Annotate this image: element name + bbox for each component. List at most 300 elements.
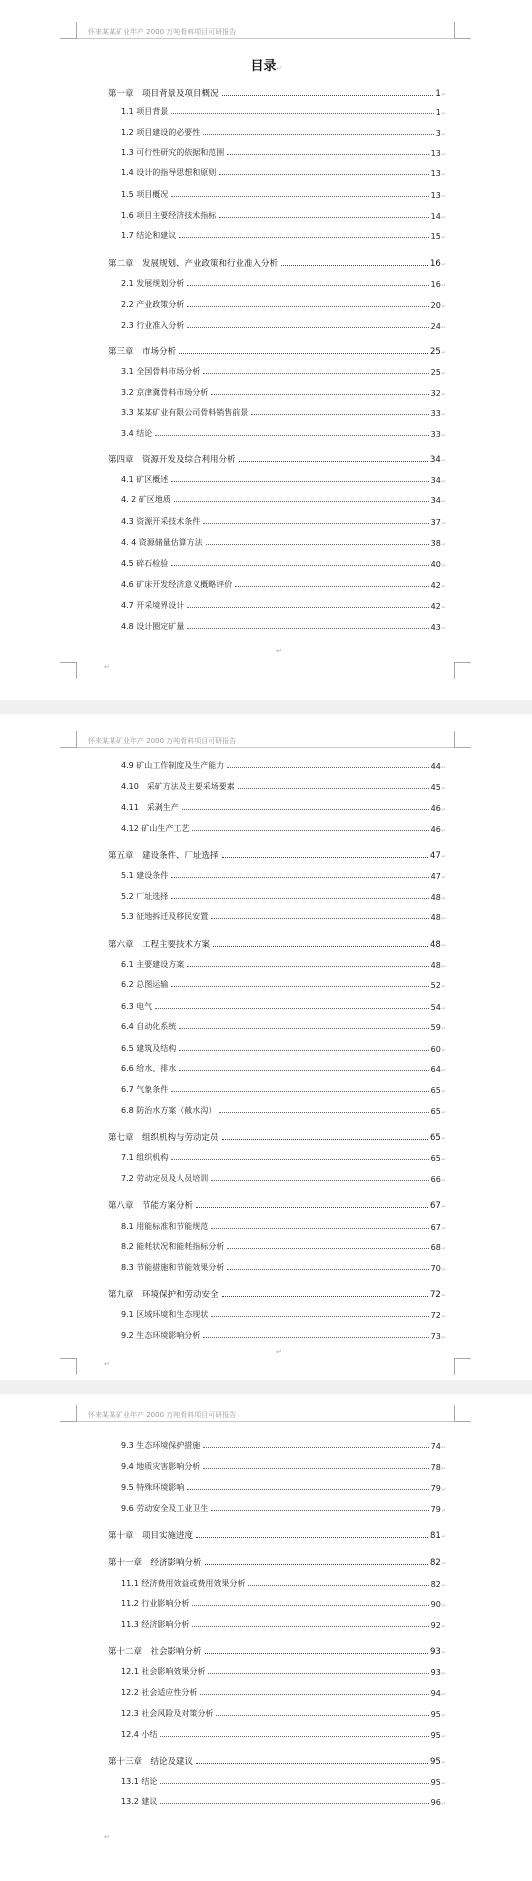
toc-entry-label: 第九章 环境保护和劳动安全 bbox=[108, 1290, 219, 1300]
dot-leader bbox=[235, 586, 428, 587]
dot-leader bbox=[182, 809, 429, 810]
toc-section-entry[interactable] bbox=[121, 976, 446, 990]
toc-entry-label: 4.12 矿山生产工艺 bbox=[121, 824, 190, 833]
toc-entry-label: 1.5 项目概况 bbox=[121, 190, 169, 199]
toc-page-number: 45 ↵ bbox=[431, 783, 446, 792]
toc-entry-label: 4.5 碎石检验 bbox=[121, 559, 169, 568]
toc-page-number: 54 ↵ bbox=[431, 1003, 446, 1012]
toc-page-number: 44 ↵ bbox=[431, 762, 446, 771]
toc-chapter-entry[interactable] bbox=[108, 1554, 446, 1568]
toc-section-entry[interactable] bbox=[121, 576, 446, 590]
toc-section-entry[interactable] bbox=[121, 555, 446, 569]
toc-page-number: 92 ↵ bbox=[431, 1621, 446, 1630]
dot-leader bbox=[179, 237, 428, 238]
toc-page-number: 82 ↵ bbox=[431, 1580, 446, 1589]
dot-leader bbox=[222, 857, 428, 858]
toc-entry-label: 8.2 能耗状况和能耗指标分析 bbox=[121, 1242, 225, 1251]
toc-page-number: 81 ↵ bbox=[430, 1531, 446, 1541]
toc-chapter-entry[interactable] bbox=[108, 1286, 446, 1300]
toc-entry-label: 11.1 经济费用效益或费用效果分析 bbox=[121, 1579, 246, 1588]
toc-section-entry[interactable] bbox=[121, 1018, 446, 1032]
toc-section-entry[interactable] bbox=[121, 1479, 446, 1493]
toc-entry-label: 1.4 设计的指导思想和原则 bbox=[121, 168, 217, 177]
toc-section-entry[interactable] bbox=[121, 1705, 446, 1719]
paragraph-mark: ↵ bbox=[104, 1360, 110, 1368]
margin-corner-mark bbox=[60, 731, 77, 748]
dot-leader bbox=[171, 1159, 428, 1160]
dot-leader bbox=[192, 830, 428, 831]
toc-entry-label: 4.8 设计圈定矿量 bbox=[121, 622, 185, 631]
dot-leader bbox=[281, 265, 428, 266]
toc-page-number: 16 ↵ bbox=[430, 259, 446, 269]
page-gap bbox=[0, 1380, 532, 1394]
toc-entry-label: 4.7 开采境界设计 bbox=[121, 601, 185, 610]
dot-leader bbox=[160, 1783, 428, 1784]
toc-section-entry[interactable] bbox=[121, 1040, 446, 1054]
toc-page-number: 14 ↵ bbox=[431, 212, 446, 221]
toc-section-entry[interactable] bbox=[121, 207, 446, 221]
toc-section-entry[interactable] bbox=[121, 1081, 446, 1095]
toc-page-number: 65 ↵ bbox=[431, 1086, 446, 1095]
toc-chapter-entry[interactable] bbox=[108, 343, 446, 357]
toc-page-number: 95 ↵ bbox=[431, 1710, 446, 1719]
margin-corner-mark bbox=[60, 662, 77, 679]
dot-leader bbox=[219, 1112, 428, 1113]
header-rule bbox=[76, 747, 454, 748]
toc-page-number: 33 ↵ bbox=[431, 409, 446, 418]
dot-leader bbox=[211, 1228, 428, 1229]
dot-leader bbox=[187, 327, 428, 328]
toc-section-entry[interactable] bbox=[121, 317, 446, 331]
toc-page-number: 95 ↵ bbox=[431, 1778, 446, 1787]
toc-section-entry[interactable] bbox=[121, 1726, 446, 1740]
toc-page-number: 95 ↵ bbox=[430, 1757, 446, 1767]
toc-entry-label: 2.3 行业准入分析 bbox=[121, 321, 185, 330]
toc-page-number: 34 ↵ bbox=[430, 455, 446, 465]
dot-leader bbox=[208, 1673, 428, 1674]
toc-entry-label: 7.1 组织机构 bbox=[121, 1153, 169, 1162]
toc-entry-label: 12.3 社会风险及对策分析 bbox=[121, 1709, 214, 1718]
margin-corner-mark bbox=[454, 731, 471, 748]
dot-leader bbox=[155, 1008, 428, 1009]
dot-leader bbox=[192, 1626, 428, 1627]
toc-section-entry[interactable] bbox=[121, 1060, 446, 1074]
toc-section-entry[interactable] bbox=[121, 820, 446, 834]
toc-entry-label: 13.2 建议 bbox=[121, 1797, 158, 1806]
toc-section-entry[interactable] bbox=[121, 1793, 446, 1807]
dot-leader bbox=[227, 767, 428, 768]
dot-leader bbox=[213, 946, 428, 947]
dot-leader bbox=[187, 285, 428, 286]
toc-section-entry[interactable] bbox=[121, 404, 446, 418]
toc-entry-label: 3.2 京津冀骨料市场分析 bbox=[121, 388, 209, 397]
toc-page-number: 94 ↵ bbox=[431, 1689, 446, 1698]
toc-entry-label: 4.10 采矿方法及主要采场要素 bbox=[121, 782, 235, 791]
dot-leader bbox=[187, 966, 428, 967]
toc-page-number: 13 ↵ bbox=[431, 149, 446, 158]
toc-entry-label: 1.1 项目背景 bbox=[121, 107, 169, 116]
toc-page-number: 25 ↵ bbox=[430, 347, 446, 357]
dot-leader bbox=[196, 1537, 428, 1538]
toc-page-number: 46 ↵ bbox=[431, 804, 446, 813]
toc-entry-label: 9.6 劳动安全及工业卫生 bbox=[121, 1504, 209, 1513]
toc-section-entry[interactable] bbox=[121, 799, 446, 813]
toc-page-number: 37 ↵ bbox=[431, 518, 446, 527]
toc-chapter-entry[interactable] bbox=[108, 1643, 446, 1657]
toc-entry-label: 4.6 矿床开发经济意义概略评价 bbox=[121, 580, 233, 589]
dot-leader bbox=[179, 353, 428, 354]
toc-entry-label: 9.3 生态环境保护措施 bbox=[121, 1441, 201, 1450]
dot-leader bbox=[203, 373, 428, 374]
header-rule bbox=[76, 1421, 454, 1422]
toc-page-number: 48 ↵ bbox=[431, 961, 446, 970]
toc-entry-label: 6.3 电气 bbox=[121, 1002, 153, 1011]
toc-entry-label: 8.1 用能标准和节能规范 bbox=[121, 1222, 209, 1231]
toc-entry-label: 1.7 结论和建议 bbox=[121, 231, 177, 240]
toc-page-number: 74 ↵ bbox=[431, 1442, 446, 1451]
page-header: 怀来某某矿业年产 2000 万吨骨料项目可研报告 bbox=[88, 28, 237, 36]
toc-entry-label: 5.3 征地拆迁及移民安置 bbox=[121, 912, 209, 921]
toc-section-entry[interactable] bbox=[121, 998, 446, 1012]
dot-leader bbox=[222, 1296, 428, 1297]
toc-page-number: 20 ↵ bbox=[431, 301, 446, 310]
dot-leader bbox=[187, 1489, 428, 1490]
toc-entry-label: 1.2 项目建设的必要性 bbox=[121, 128, 201, 137]
dot-leader bbox=[192, 1605, 428, 1606]
toc-section-entry[interactable] bbox=[121, 384, 446, 398]
margin-corner-mark bbox=[454, 1405, 471, 1422]
toc-page-number: 93 ↵ bbox=[430, 1647, 446, 1657]
toc-section-entry[interactable] bbox=[121, 491, 446, 505]
toc-page-number: 79 ↵ bbox=[431, 1505, 446, 1514]
dot-leader bbox=[196, 1207, 428, 1208]
toc-section-entry[interactable] bbox=[121, 144, 446, 158]
toc-page-number: 78 ↵ bbox=[431, 1463, 446, 1472]
toc-section-entry[interactable] bbox=[121, 296, 446, 310]
dot-leader bbox=[205, 1564, 428, 1565]
toc-entry-label: 第十二章 社会影响分析 bbox=[108, 1647, 202, 1657]
toc-entry-label: 第一章 项目背景及项目概况 bbox=[108, 89, 219, 99]
toc-page-number: 95 ↵ bbox=[431, 1731, 446, 1740]
toc-section-entry[interactable] bbox=[121, 1458, 446, 1472]
toc-chapter-entry[interactable] bbox=[108, 255, 446, 269]
toc-section-entry[interactable] bbox=[121, 1684, 446, 1698]
toc-entry-label: 4.3 资源开采技术条件 bbox=[121, 517, 201, 526]
toc-page-number: 46 ↵ bbox=[431, 825, 446, 834]
toc-page-number: 34 ↵ bbox=[431, 496, 446, 505]
toc-page-number: 60 ↵ bbox=[431, 1045, 446, 1054]
toc-entry-label: 第二章 发展规划、产业政策和行业准入分析 bbox=[108, 259, 279, 269]
toc-page-number: 1 ↵ bbox=[435, 89, 446, 99]
toc-entry-label: 12.1 社会影响效果分析 bbox=[121, 1667, 206, 1676]
toc-page-number: 82 ↵ bbox=[430, 1558, 446, 1568]
toc-entry-label: 第十章 项目实施进度 bbox=[108, 1531, 194, 1541]
dot-leader bbox=[248, 1585, 428, 1586]
dot-leader bbox=[160, 1736, 428, 1737]
toc-section-entry[interactable] bbox=[121, 1616, 446, 1630]
toc-page-number: 15 ↵ bbox=[431, 232, 446, 241]
toc-section-entry[interactable] bbox=[121, 363, 446, 377]
toc-chapter-entry[interactable] bbox=[108, 1753, 446, 1767]
toc-section-entry[interactable] bbox=[121, 186, 446, 200]
toc-page-number: 65 ↵ bbox=[431, 1154, 446, 1163]
dot-leader bbox=[203, 1468, 428, 1469]
toc-page-number: 34 ↵ bbox=[431, 476, 446, 485]
dot-leader bbox=[160, 1803, 428, 1804]
dot-leader bbox=[205, 1653, 428, 1654]
dot-leader bbox=[174, 501, 429, 502]
toc-section-entry[interactable] bbox=[121, 227, 446, 241]
toc-entry-label: 9.1 区域环境和生态现状 bbox=[121, 1310, 209, 1319]
toc-chapter-entry[interactable] bbox=[108, 847, 446, 861]
toc-chapter-entry[interactable] bbox=[108, 1129, 446, 1143]
toc-page-number: 40 ↵ bbox=[431, 560, 446, 569]
dot-leader bbox=[211, 394, 428, 395]
toc-section-entry[interactable] bbox=[121, 956, 446, 970]
toc-entry-label: 6.6 给水、排水 bbox=[121, 1064, 177, 1073]
toc-section-entry[interactable] bbox=[121, 425, 446, 439]
toc-chapter-entry[interactable] bbox=[108, 451, 446, 465]
toc-section-entry[interactable] bbox=[121, 471, 446, 485]
toc-section-entry[interactable] bbox=[121, 1595, 446, 1609]
toc-page-number: 59 ↵ bbox=[431, 1023, 446, 1032]
dot-leader bbox=[203, 1447, 428, 1448]
dot-leader bbox=[171, 986, 428, 987]
toc-title: 目录↵ bbox=[250, 59, 282, 74]
toc-section-entry[interactable] bbox=[121, 888, 446, 902]
toc-chapter-entry[interactable] bbox=[108, 1527, 446, 1541]
toc-entry-label: 2.2 产业政策分析 bbox=[121, 300, 185, 309]
toc-entry-label: 6.8 防治水方案（截水沟） bbox=[121, 1106, 217, 1115]
toc-section-entry[interactable] bbox=[121, 908, 446, 922]
toc-section-entry[interactable] bbox=[121, 1327, 446, 1341]
toc-chapter-entry[interactable] bbox=[108, 936, 446, 950]
toc-page-number: 65 ↵ bbox=[431, 1107, 446, 1116]
toc-entry-label: 1.6 项目主要经济技术指标 bbox=[121, 211, 217, 220]
toc-section-entry[interactable] bbox=[121, 778, 446, 792]
paragraph-mark: ↵ bbox=[104, 663, 110, 671]
toc-section-entry[interactable] bbox=[121, 1575, 446, 1589]
toc-entry-label: 12.2 社会适应性分析 bbox=[121, 1688, 198, 1697]
dot-leader bbox=[187, 306, 428, 307]
toc-section-entry[interactable] bbox=[121, 1259, 446, 1273]
dot-leader bbox=[211, 918, 428, 919]
dot-leader bbox=[155, 435, 428, 436]
dot-leader bbox=[171, 1091, 428, 1092]
toc-page-number: 96 ↵ bbox=[431, 1798, 446, 1807]
toc-entry-label: 13.1 结论 bbox=[121, 1777, 158, 1786]
margin-corner-mark bbox=[454, 22, 471, 39]
margin-corner-mark bbox=[454, 1358, 471, 1375]
page-header: 怀来某某矿业年产 2000 万吨骨料项目可研报告 bbox=[88, 737, 237, 745]
toc-entry-label: 4.1 矿区概述 bbox=[121, 475, 169, 484]
toc-section-entry[interactable] bbox=[121, 1773, 446, 1787]
toc-page-number: 47 ↵ bbox=[430, 851, 446, 861]
dot-leader bbox=[211, 1316, 428, 1317]
dot-leader bbox=[200, 1694, 428, 1695]
page-header: 怀来某某矿业年产 2000 万吨骨料项目可研报告 bbox=[88, 1411, 237, 1419]
dot-leader bbox=[238, 788, 429, 789]
dot-leader bbox=[239, 461, 428, 462]
dot-leader bbox=[171, 898, 428, 899]
dot-leader bbox=[219, 217, 428, 218]
toc-entry-label: 6.7 气象条件 bbox=[121, 1085, 169, 1094]
dot-leader bbox=[171, 196, 428, 197]
toc-page-number: 70 ↵ bbox=[431, 1264, 446, 1273]
toc-page-number: 48 ↵ bbox=[431, 913, 446, 922]
dot-leader bbox=[171, 565, 428, 566]
dot-leader bbox=[179, 1070, 428, 1071]
dot-leader bbox=[222, 1139, 428, 1140]
toc-page-number: 79 ↵ bbox=[431, 1484, 446, 1493]
toc-page-number: 48 ↵ bbox=[430, 940, 446, 950]
dot-leader bbox=[206, 544, 429, 545]
toc-page-number: 13 ↵ bbox=[431, 169, 446, 178]
toc-page-number: 42 ↵ bbox=[431, 602, 446, 611]
toc-entry-label: 第七章 组织机构与劳动定员 bbox=[108, 1133, 219, 1143]
toc-chapter-entry[interactable] bbox=[108, 85, 446, 99]
toc-section-entry[interactable] bbox=[121, 867, 446, 881]
toc-page-number: 93 ↵ bbox=[431, 1668, 446, 1677]
toc-section-entry[interactable] bbox=[121, 1437, 446, 1451]
toc-chapter-entry[interactable] bbox=[108, 1197, 446, 1211]
dot-leader bbox=[227, 1248, 428, 1249]
toc-page-number: 48 ↵ bbox=[431, 893, 446, 902]
toc-entry-label: 5.1 建设条件 bbox=[121, 871, 169, 880]
margin-corner-mark bbox=[60, 1405, 77, 1422]
toc-entry-label: 第三章 市场分析 bbox=[108, 347, 177, 357]
toc-entry-label: 3.4 结论 bbox=[121, 429, 153, 438]
toc-page-number: 52 ↵ bbox=[431, 981, 446, 990]
dot-leader bbox=[203, 523, 428, 524]
toc-page-number: 72 ↵ bbox=[431, 1311, 446, 1320]
page-gap bbox=[0, 700, 532, 714]
toc-section-entry[interactable] bbox=[121, 534, 446, 548]
toc-page-number: 13 ↵ bbox=[431, 191, 446, 200]
toc-entry-label: 第五章 建设条件、厂址选择 bbox=[108, 851, 219, 861]
toc-page-number: 67 ↵ bbox=[431, 1223, 446, 1232]
dot-leader bbox=[171, 113, 433, 114]
paragraph-mark: ↵ bbox=[276, 647, 282, 655]
toc-entry-label: 6.5 建筑及结构 bbox=[121, 1044, 177, 1053]
dot-leader bbox=[187, 628, 428, 629]
toc-entry-label: 4.9 矿山工作制度及生产能力 bbox=[121, 761, 225, 770]
dot-leader bbox=[187, 607, 428, 608]
toc-section-entry[interactable] bbox=[121, 1500, 446, 1514]
toc-page-number: 66 ↵ bbox=[431, 1175, 446, 1184]
margin-corner-mark bbox=[454, 662, 471, 679]
toc-entry-label: 6.1 主要建设方案 bbox=[121, 960, 185, 969]
dot-leader bbox=[179, 1028, 428, 1029]
toc-section-entry[interactable] bbox=[121, 618, 446, 632]
toc-entry-label: 11.2 行业影响分析 bbox=[121, 1599, 190, 1608]
toc-entry-label: 4. 2 矿区地质 bbox=[121, 495, 171, 504]
toc-section-entry[interactable] bbox=[121, 1102, 446, 1116]
dot-leader bbox=[219, 174, 428, 175]
toc-page-number: 64 ↵ bbox=[431, 1065, 446, 1074]
toc-entry-label: 7.2 劳动定员及人员培训 bbox=[121, 1174, 209, 1183]
toc-section-entry[interactable] bbox=[121, 1218, 446, 1232]
toc-entry-label: 6.2 总图运输 bbox=[121, 980, 169, 989]
dot-leader bbox=[227, 154, 428, 155]
toc-page-number: 38 ↵ bbox=[431, 539, 446, 548]
toc-page-number: 47 ↵ bbox=[431, 872, 446, 881]
toc-entry-label: 3.1 全国骨料市场分析 bbox=[121, 367, 201, 376]
dot-leader bbox=[216, 1715, 428, 1716]
dot-leader bbox=[196, 1763, 428, 1764]
toc-entry-label: 9.4 地质灾害影响分析 bbox=[121, 1462, 201, 1471]
toc-entry-label: 9.5 特殊环境影响 bbox=[121, 1483, 185, 1492]
dot-leader bbox=[203, 134, 433, 135]
toc-entry-label: 8.3 节能措施和节能效果分析 bbox=[121, 1263, 225, 1272]
toc-entry-label: 12.4 小结 bbox=[121, 1730, 158, 1739]
dot-leader bbox=[179, 1050, 428, 1051]
toc-page-number: 42 ↵ bbox=[431, 581, 446, 590]
toc-page-number: 3 ↵ bbox=[436, 129, 446, 138]
toc-section-entry[interactable] bbox=[121, 757, 446, 771]
dot-leader bbox=[171, 481, 428, 482]
dot-leader bbox=[251, 414, 428, 415]
paragraph-mark: ↵ bbox=[104, 1833, 110, 1841]
toc-entry-label: 3.3 某某矿业有限公司骨料销售前景 bbox=[121, 408, 249, 417]
dot-leader bbox=[171, 877, 428, 878]
toc-page-number: 32 ↵ bbox=[431, 389, 446, 398]
toc-page-number: 1 ↵ bbox=[436, 108, 446, 117]
toc-entry-label: 11.3 经济影响分析 bbox=[121, 1620, 190, 1629]
toc-section-entry[interactable] bbox=[121, 103, 446, 117]
toc-page-number: 43 ↵ bbox=[431, 623, 446, 632]
toc-entry-label: 第十一章 经济影响分析 bbox=[108, 1558, 202, 1568]
dot-leader bbox=[211, 1510, 428, 1511]
toc-page-number: 67 ↵ bbox=[430, 1201, 446, 1211]
toc-entry-label: 6.4 自动化系统 bbox=[121, 1022, 177, 1031]
toc-page-number: 72 ↵ bbox=[430, 1290, 446, 1300]
toc-section-entry[interactable] bbox=[121, 1149, 446, 1163]
toc-page-number: 65 ↵ bbox=[430, 1133, 446, 1143]
toc-page-number: 16 ↵ bbox=[431, 280, 446, 289]
toc-section-entry[interactable] bbox=[121, 164, 446, 178]
dot-leader bbox=[227, 1269, 428, 1270]
toc-section-entry[interactable] bbox=[121, 1170, 446, 1184]
margin-corner-mark bbox=[60, 1358, 77, 1375]
dot-leader bbox=[222, 95, 434, 96]
toc-entry-label: 4. 4 资源储量估算方法 bbox=[121, 538, 203, 547]
toc-section-entry[interactable] bbox=[121, 513, 446, 527]
header-rule bbox=[76, 38, 454, 39]
toc-entry-label: 第十三章 结论及建议 bbox=[108, 1757, 194, 1767]
dot-leader bbox=[203, 1337, 428, 1338]
toc-entry-label: 第四章 资源开发及综合利用分析 bbox=[108, 455, 236, 465]
toc-page-number: 24 ↵ bbox=[431, 322, 446, 331]
toc-entry-label: 第六章 工程主要技术方案 bbox=[108, 940, 211, 950]
toc-section-entry[interactable] bbox=[121, 1306, 446, 1320]
toc-page-number: 25 ↵ bbox=[431, 368, 446, 377]
toc-section-entry[interactable] bbox=[121, 1238, 446, 1252]
toc-page-number: 73 ↵ bbox=[431, 1332, 446, 1341]
toc-page-number: 33 ↵ bbox=[431, 430, 446, 439]
toc-page-number: 90 ↵ bbox=[431, 1600, 446, 1609]
toc-entry-label: 1.3 可行性研究的依据和范围 bbox=[121, 148, 225, 157]
toc-section-entry[interactable] bbox=[121, 124, 446, 138]
toc-section-entry[interactable] bbox=[121, 275, 446, 289]
toc-section-entry[interactable] bbox=[121, 1663, 446, 1677]
toc-entry-label: 5.2 厂址选择 bbox=[121, 892, 169, 901]
toc-entry-label: 9.2 生态环境影响分析 bbox=[121, 1331, 201, 1340]
toc-page-number: 68 ↵ bbox=[431, 1243, 446, 1252]
toc-entry-label: 第八章 节能方案分析 bbox=[108, 1201, 194, 1211]
toc-section-entry[interactable] bbox=[121, 597, 446, 611]
toc-entry-label: 4.11 采剥生产 bbox=[121, 803, 179, 812]
